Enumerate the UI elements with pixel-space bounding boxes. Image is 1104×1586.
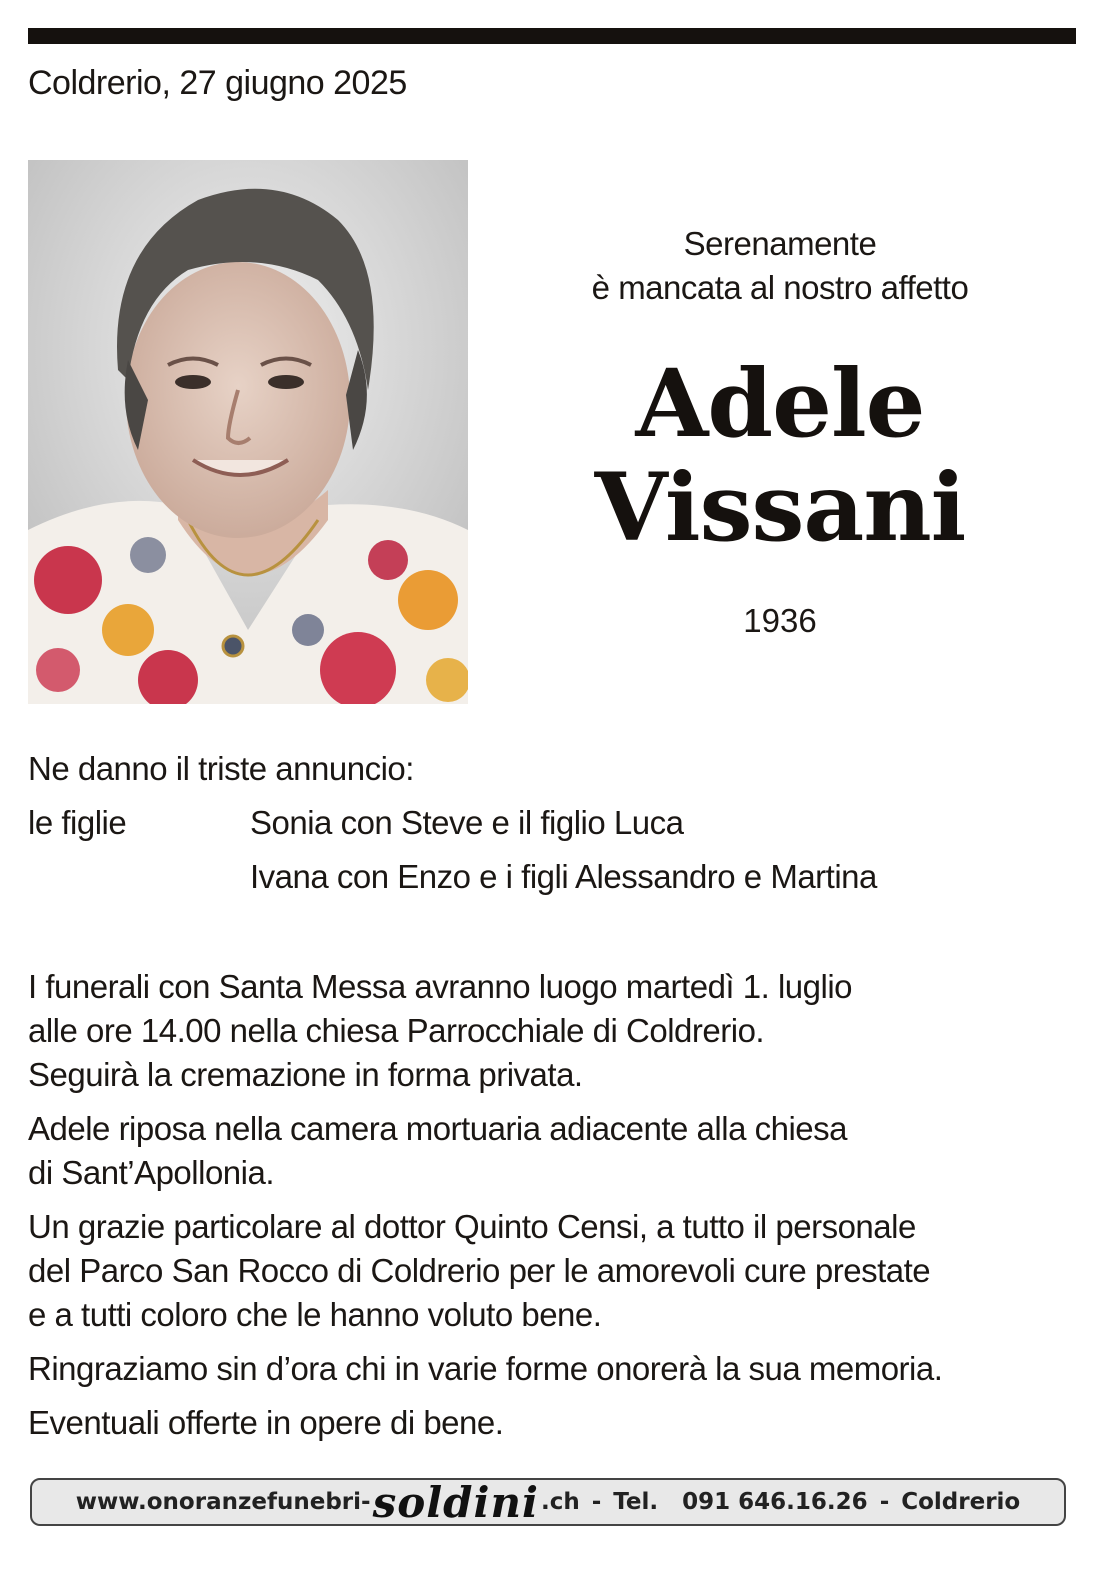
rest-line: Adele riposa nella camera mortuaria adiacente alla chiesa xyxy=(28,1110,847,1147)
footer-url-suffix[interactable]: .ch xyxy=(541,1489,580,1515)
intro-line-2: è mancata al nostro affetto xyxy=(591,269,969,306)
family-line: Ivana con Enzo e i figli Alessandro e Martina xyxy=(250,858,877,895)
memory-paragraph xyxy=(28,1347,1068,1391)
offerings-line: Eventuali offerte in opere di bene. xyxy=(28,1404,504,1441)
announcement-title: Ne danno il triste annuncio: xyxy=(28,750,414,787)
thanks-line: del Parco San Rocco di Coldrerio per le amorevoli cure prestate xyxy=(28,1252,931,1289)
footer-brand: soldini xyxy=(372,1477,539,1527)
funeral-line: alle ore 14.00 nella chiesa Parrocchiale di Coldrerio. xyxy=(28,1012,765,1049)
memory-line: Ringraziamo sin d’ora chi in varie forme onorerà la sua memoria. xyxy=(28,1350,943,1387)
family-line: Sonia con Steve e il figlio Luca xyxy=(250,804,684,841)
first-name: Adele xyxy=(635,349,925,459)
top-rule xyxy=(28,28,1076,44)
footer-url-prefix[interactable]: www.onoranzefunebri- xyxy=(75,1489,371,1515)
funeral-paragraph xyxy=(28,965,1068,1097)
offerings-paragraph xyxy=(28,1401,1068,1445)
intro-text xyxy=(560,222,1000,310)
rest-paragraph xyxy=(28,1107,1068,1195)
footer-separator: - xyxy=(879,1489,890,1515)
place-date: Coldrerio, 27 giugno 2025 xyxy=(28,64,407,102)
footer-tel-label: Tel. xyxy=(613,1489,659,1515)
rest-line: di Sant’Apollonia. xyxy=(28,1154,275,1191)
funeral-home-footer xyxy=(30,1478,1066,1526)
thanks-line: Un grazie particolare al dottor Quinto Censi, a tutto il personale xyxy=(28,1208,916,1245)
birth-year: 1936 xyxy=(743,602,817,639)
last-name: Vissani xyxy=(594,453,966,563)
footer-city: Coldrerio xyxy=(901,1489,1021,1515)
thanks-line: e a tutti coloro che le hanno voluto bene. xyxy=(28,1296,602,1333)
intro-line-1: Serenamente xyxy=(683,225,877,262)
footer-separator: - xyxy=(591,1489,602,1515)
funeral-line: I funerali con Santa Messa avranno luogo martedì 1. luglio xyxy=(28,968,853,1005)
footer-phone[interactable]: 091 646.16.26 xyxy=(682,1489,868,1515)
portrait-photo xyxy=(28,160,468,704)
relation-label: le figlie xyxy=(28,804,127,841)
thanks-paragraph xyxy=(28,1205,1068,1337)
deceased-name xyxy=(560,349,1000,563)
funeral-line: Seguirà la cremazione in forma privata. xyxy=(28,1056,583,1093)
